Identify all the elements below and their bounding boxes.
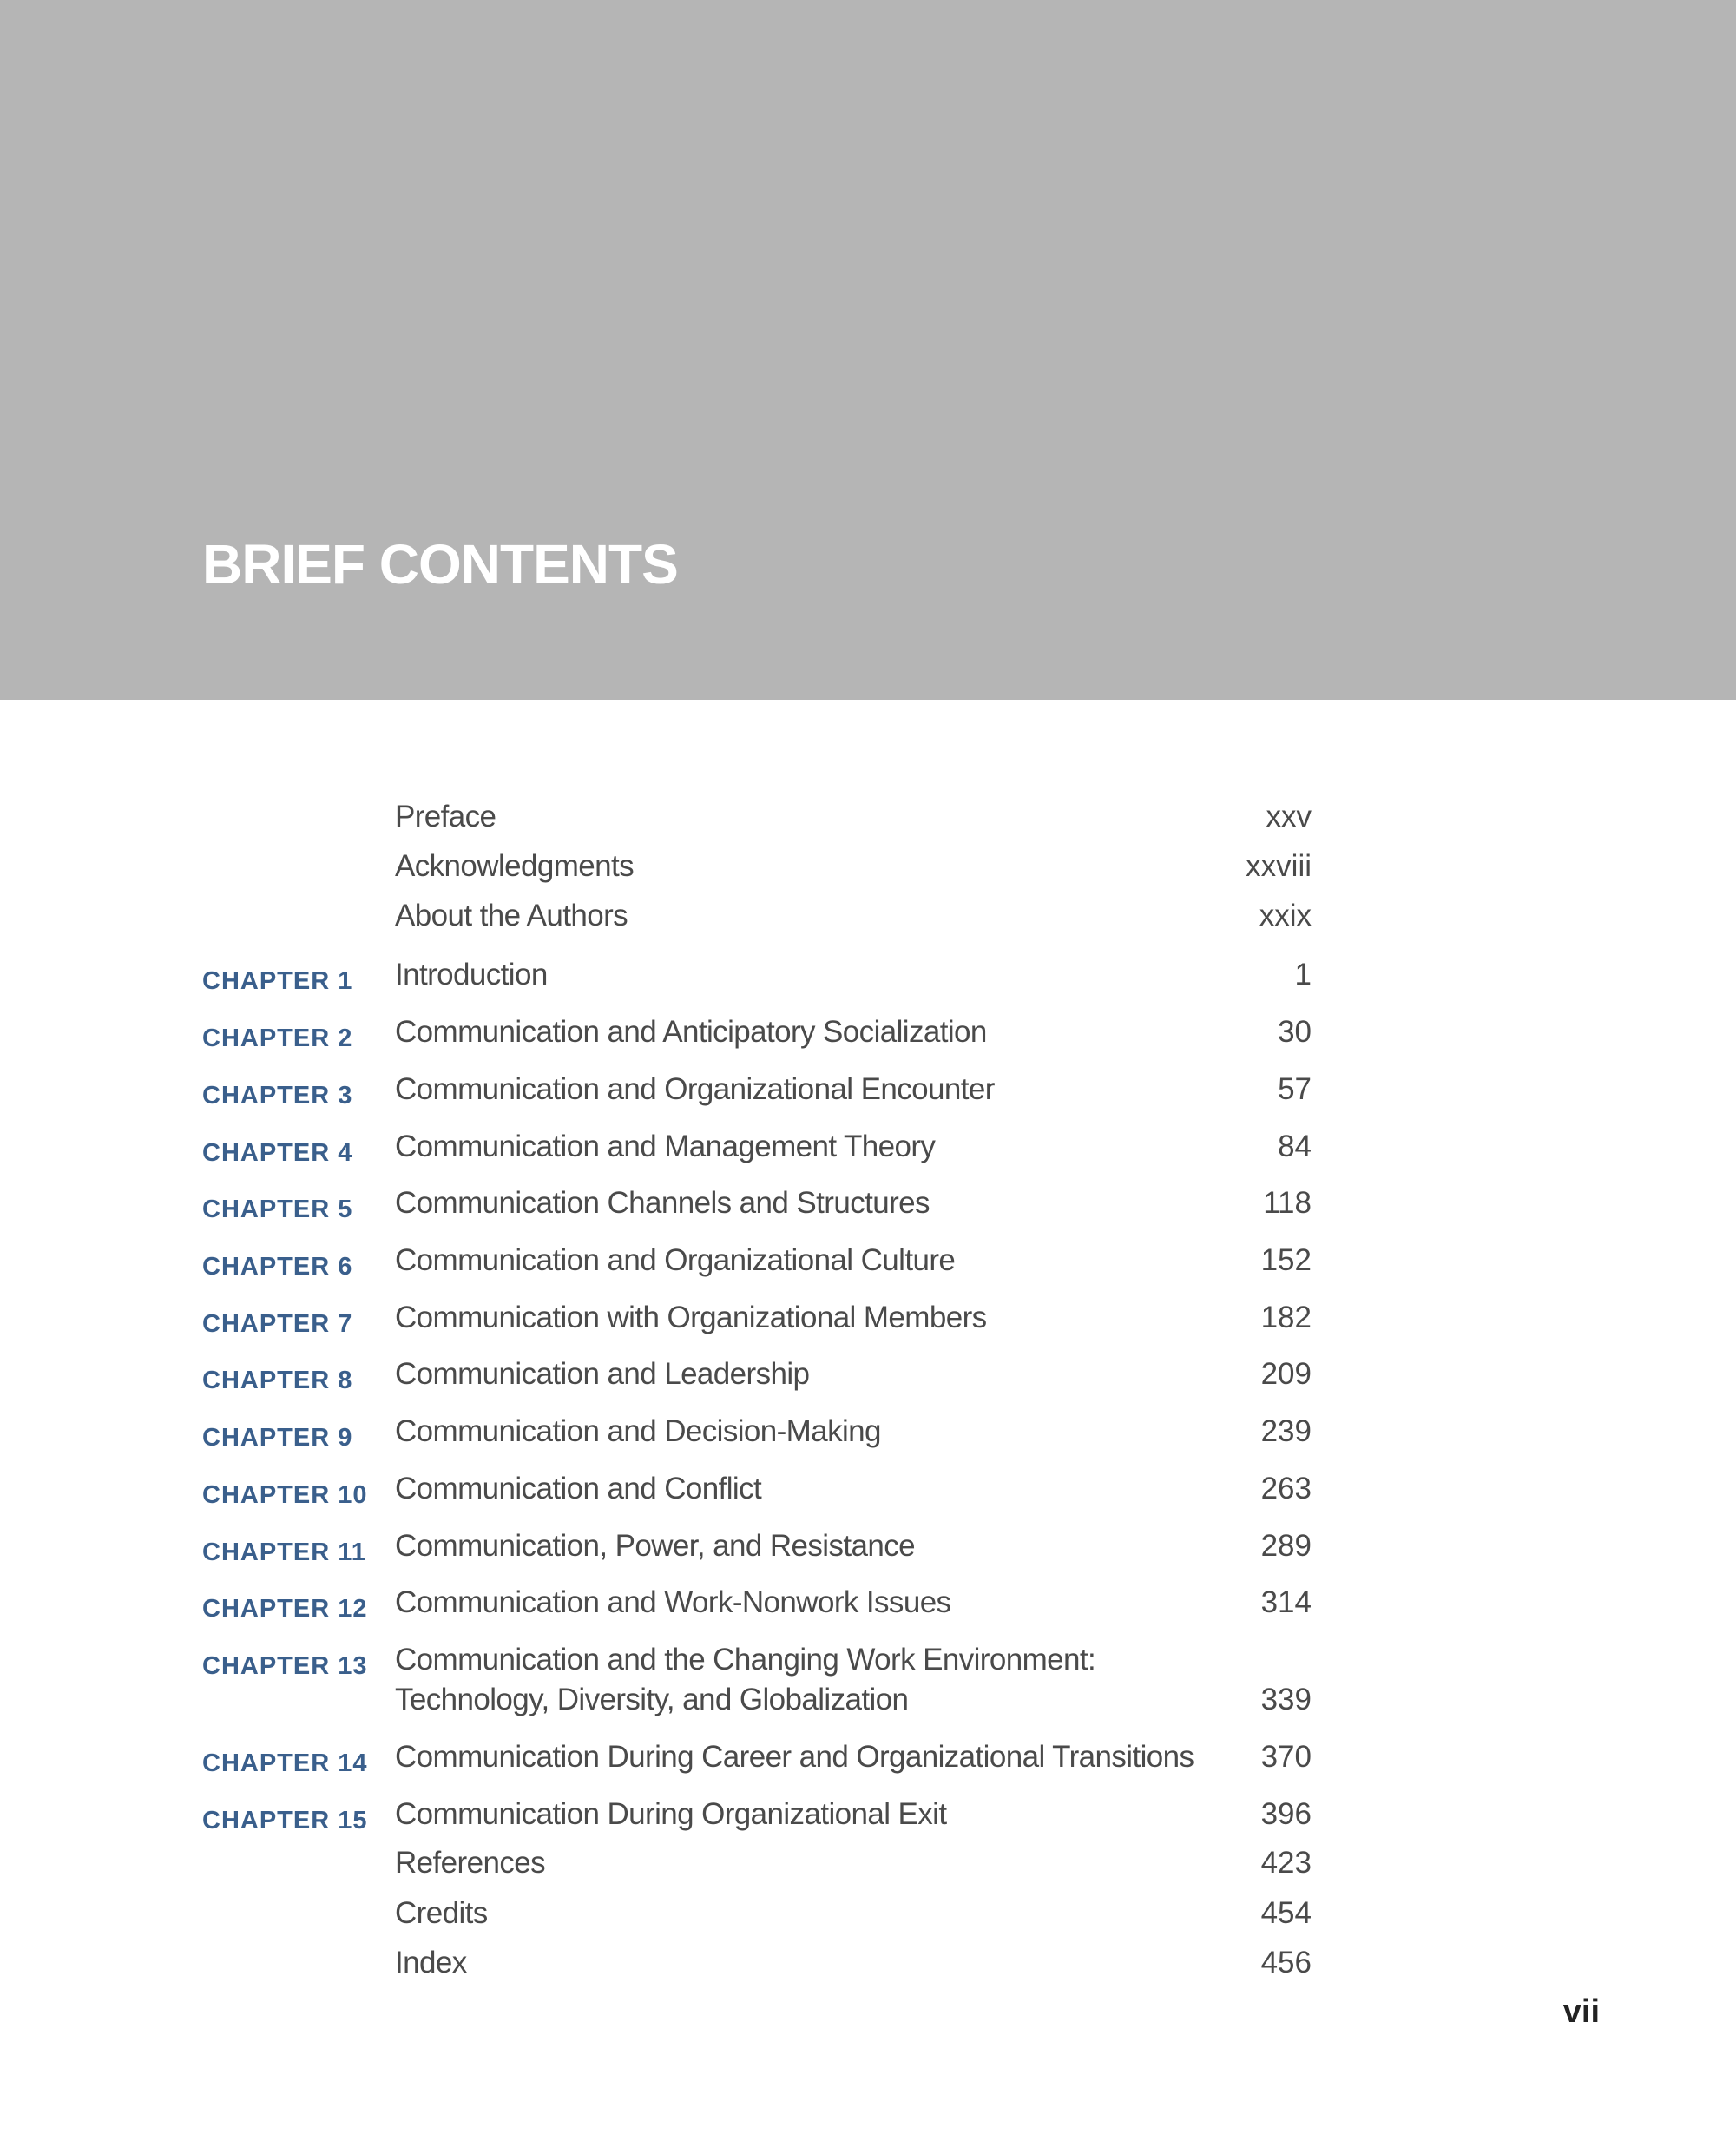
toc-entry-page: xxviii bbox=[1246, 849, 1312, 883]
toc-entry-chapter-6[interactable] bbox=[0, 1241, 1736, 1293]
toc-entry-page: 370 bbox=[1260, 1740, 1312, 1774]
toc-entry-title-line2: Technology, Diversity, and Globalization bbox=[395, 1683, 909, 1716]
toc-entry-page: 152 bbox=[1260, 1243, 1312, 1277]
chapter-label: CHAPTER 1 bbox=[202, 967, 353, 995]
toc-entry-title: Index bbox=[395, 1946, 467, 1980]
toc-entry-chapter-8[interactable] bbox=[0, 1354, 1736, 1406]
toc-entry-acknowledgments[interactable] bbox=[0, 847, 1736, 899]
toc-entry-page: 314 bbox=[1260, 1585, 1312, 1619]
toc-entry-chapter-15[interactable] bbox=[0, 1795, 1736, 1847]
toc-entry-page: 239 bbox=[1260, 1414, 1312, 1448]
toc-entry-title: Preface bbox=[395, 800, 496, 833]
toc-entry-title: Credits bbox=[395, 1896, 488, 1930]
toc-entry-page: 396 bbox=[1260, 1797, 1312, 1831]
toc-entry-title: Introduction bbox=[395, 958, 548, 991]
toc-entry-title bbox=[395, 1640, 1228, 1720]
toc-entry-title: Communication and Anticipatory Socialization bbox=[395, 1015, 987, 1049]
chapter-label: CHAPTER 12 bbox=[202, 1595, 368, 1623]
chapter-label: CHAPTER 3 bbox=[202, 1082, 353, 1110]
toc-entry-about-the-authors[interactable] bbox=[0, 896, 1736, 948]
chapter-label: CHAPTER 11 bbox=[202, 1538, 366, 1566]
toc-entry-page: 423 bbox=[1260, 1846, 1312, 1880]
toc-entry-chapter-3[interactable] bbox=[0, 1070, 1736, 1122]
toc-entry-chapter-2[interactable] bbox=[0, 1012, 1736, 1064]
toc-entry-title: Communication Channels and Structures bbox=[395, 1186, 930, 1220]
toc-entry-page: 454 bbox=[1260, 1896, 1312, 1930]
toc-entry-page: 84 bbox=[1278, 1130, 1312, 1163]
chapter-label: CHAPTER 8 bbox=[202, 1367, 353, 1394]
toc-entry-title: Communication During Organizational Exit bbox=[395, 1797, 947, 1831]
toc-entry-chapter-14[interactable] bbox=[0, 1737, 1736, 1789]
chapter-label: CHAPTER 10 bbox=[202, 1481, 368, 1509]
toc-entry-title: Communication and Management Theory bbox=[395, 1130, 936, 1163]
chapter-label: CHAPTER 6 bbox=[202, 1253, 353, 1281]
toc-entry-chapter-9[interactable] bbox=[0, 1412, 1736, 1464]
toc-entry-index[interactable] bbox=[0, 1943, 1736, 1995]
toc-entry-title-line1: Communication and the Changing Work Environment: bbox=[395, 1643, 1096, 1677]
toc-entry-title: Communication and Organizational Culture bbox=[395, 1243, 956, 1277]
toc-entry-page: 456 bbox=[1260, 1946, 1312, 1980]
toc-entry-page: 182 bbox=[1260, 1301, 1312, 1334]
toc-entry-title: Communication and Organizational Encounter bbox=[395, 1072, 995, 1106]
toc-entry-page: xxix bbox=[1259, 899, 1312, 932]
toc-entry-chapter-13[interactable] bbox=[0, 1640, 1736, 1727]
toc-entry-page: 289 bbox=[1260, 1529, 1312, 1563]
toc-entry-title: Communication, Power, and Resistance bbox=[395, 1529, 915, 1563]
chapter-label: CHAPTER 2 bbox=[202, 1024, 353, 1052]
toc-entry-page: 209 bbox=[1260, 1357, 1312, 1391]
toc-entry-chapter-5[interactable] bbox=[0, 1183, 1736, 1235]
toc-entry-credits[interactable] bbox=[0, 1894, 1736, 1946]
toc-entry-chapter-12[interactable] bbox=[0, 1583, 1736, 1635]
toc-entry-page: xxv bbox=[1266, 800, 1312, 833]
toc-entry-title: Communication and Work-Nonwork Issues bbox=[395, 1585, 951, 1619]
chapter-label: CHAPTER 4 bbox=[202, 1139, 353, 1167]
toc-entry-title: Communication During Career and Organizational Transitions bbox=[395, 1740, 1194, 1774]
toc-entry-chapter-10[interactable] bbox=[0, 1469, 1736, 1521]
toc-entry-chapter-11[interactable] bbox=[0, 1526, 1736, 1578]
toc-entry-title: Acknowledgments bbox=[395, 849, 635, 883]
toc-entry-title: Communication with Organizational Members bbox=[395, 1301, 987, 1334]
toc-entry-chapter-4[interactable] bbox=[0, 1127, 1736, 1179]
chapter-label: CHAPTER 5 bbox=[202, 1196, 353, 1223]
toc-entry-preface[interactable] bbox=[0, 797, 1736, 849]
toc-entry-page: 1 bbox=[1294, 958, 1312, 991]
chapter-label: CHAPTER 7 bbox=[202, 1310, 353, 1338]
toc-entry-chapter-1[interactable] bbox=[0, 955, 1736, 1007]
toc-entry-chapter-7[interactable] bbox=[0, 1298, 1736, 1350]
page-number: vii bbox=[1562, 1993, 1600, 2030]
toc-entry-title: Communication and Leadership bbox=[395, 1357, 810, 1391]
toc-entry-page: 118 bbox=[1263, 1186, 1312, 1220]
toc-entry-title: References bbox=[395, 1846, 545, 1880]
toc-entry-title: Communication and Decision-Making bbox=[395, 1414, 881, 1448]
chapter-label: CHAPTER 14 bbox=[202, 1749, 368, 1777]
chapter-label: CHAPTER 15 bbox=[202, 1807, 368, 1835]
page-title: BRIEF CONTENTS bbox=[202, 533, 678, 596]
toc-entry-references[interactable] bbox=[0, 1843, 1736, 1895]
chapter-label: CHAPTER 13 bbox=[202, 1652, 368, 1680]
toc-entry-page: 339 bbox=[1260, 1683, 1312, 1716]
toc-entry-page: 57 bbox=[1278, 1072, 1312, 1106]
toc-entry-title: About the Authors bbox=[395, 899, 628, 932]
toc-entry-title: Communication and Conflict bbox=[395, 1472, 762, 1505]
toc-entry-page: 30 bbox=[1278, 1015, 1312, 1049]
toc-entry-page: 263 bbox=[1260, 1472, 1312, 1505]
chapter-label: CHAPTER 9 bbox=[202, 1424, 353, 1452]
